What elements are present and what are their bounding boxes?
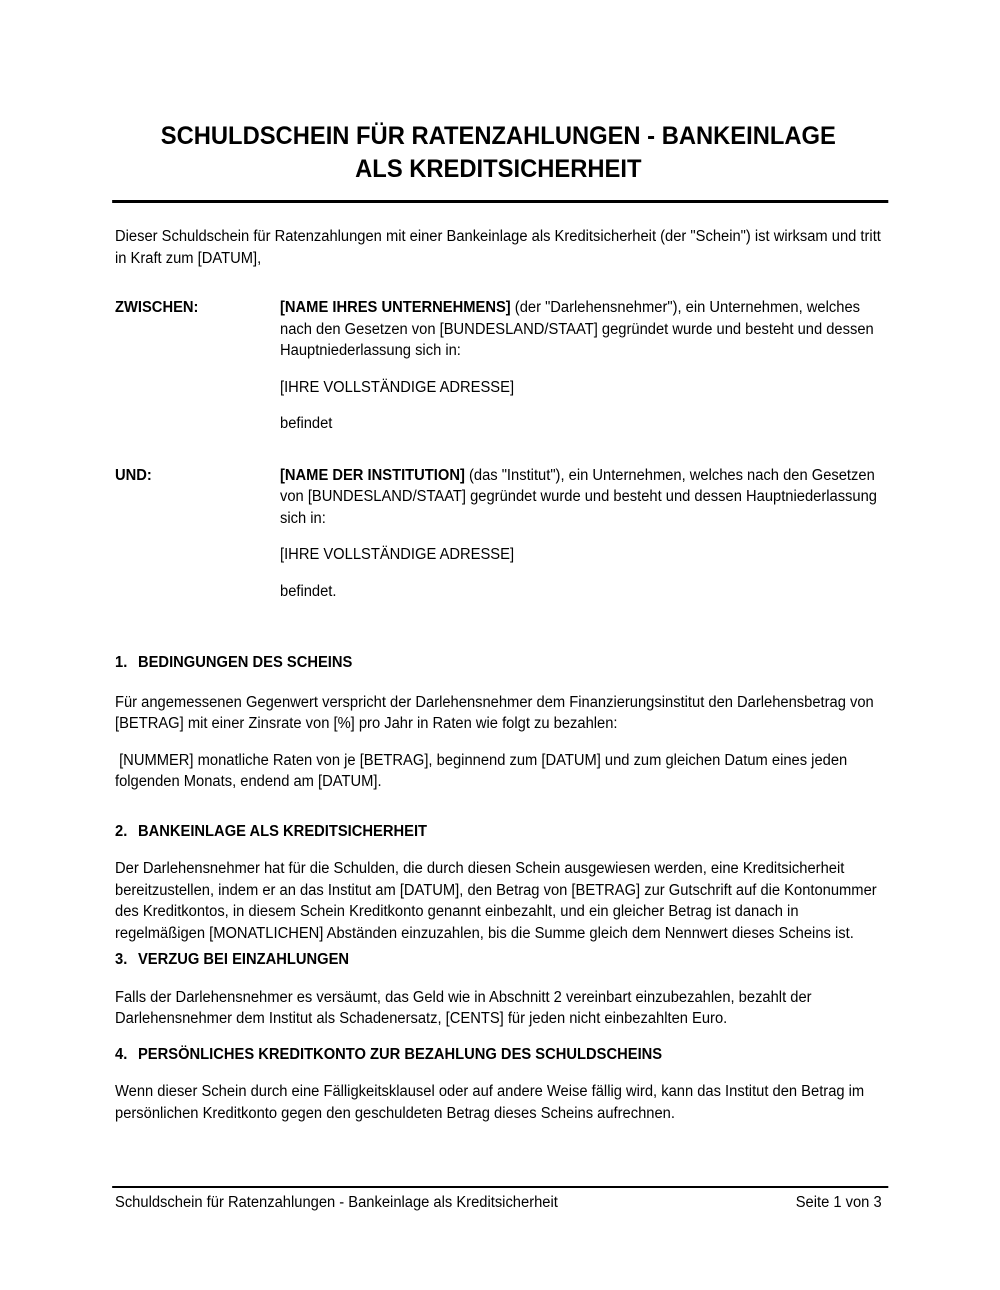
section-heading-text: BEDINGUNGEN DES SCHEINS [137, 654, 353, 671]
page-title-line-2: ALS KREDITSICHERHEIT [355, 155, 642, 183]
party-label: ZWISCHEN: [115, 299, 199, 316]
section-heading-text: VERZUG BEI EINZAHLUNGEN [137, 951, 350, 968]
section-number: 3. [115, 951, 128, 968]
section-number: 4. [115, 1045, 128, 1063]
section-heading-1 [115, 652, 882, 674]
party-description [280, 465, 882, 530]
section-heading-4 [115, 1044, 882, 1066]
party-suffix: befindet [280, 415, 333, 432]
party-suffix: befindet. [280, 582, 337, 600]
page-title-line-1: SCHULDSCHEIN FÜR RATENZAHLUNGEN - BANKEINLAGE [160, 122, 836, 150]
party-description-rest: (das "Institut"), ein Unternehmen, welches nach den Gesetzen von [BUNDESLAND/STAAT] gegründet wurde und besteht und dessen Hauptniederlassung sich in: [280, 466, 877, 527]
section-paragraph: Für angemessenen Gegenwert verspricht der Darlehensnehmer dem Finanzierungsinstitut den Darlehensbetrag von [BETRAG] mit einer Zinsrate von [%] pro Jahr in Raten wie folgt zu bezahlen: [115, 693, 874, 732]
party-name: [NAME IHRES UNTERNEHMENS] [280, 299, 511, 316]
section-paragraph: [NUMMER] monatliche Raten von je [BETRAG], beginnend zum [DATUM] und zum gleichen Datum eines jeden folgenden Monats, endend am [DATUM]. [115, 751, 848, 790]
party-body [280, 297, 882, 435]
section-heading-text: PERSÖNLICHES KREDITKONTO ZUR BEZAHLUNG DES SCHULDSCHEINS [137, 1045, 663, 1063]
title-divider-rule [112, 200, 888, 203]
party-block-zwischen [115, 297, 882, 435]
party-block-und [115, 465, 882, 603]
party-description-rest: (der "Darlehensnehmer"), ein Unternehmen, welches nach den Gesetzen von [BUNDESLAND/STAAT] gegründet wurde und besteht und dessen Hauptniederlassung sich in: [280, 299, 874, 359]
page-title [115, 120, 882, 186]
section-paragraph: Wenn dieser Schein durch eine Fälligkeitsklausel oder auf andere Weise fällig wird, kann das Institut den Betrag im persönlichen Kreditkonto gegen den geschuldeten Betrag dieses Scheins aufrechnen. [115, 1083, 865, 1122]
party-body [280, 465, 882, 603]
party-description [280, 297, 882, 362]
footer-divider-rule [112, 1186, 888, 1188]
section-number: 1. [115, 654, 128, 671]
footer-page-number: Seite 1 von 3 [795, 1194, 882, 1211]
section-heading-text: BANKEINLAGE ALS KREDITSICHERHEIT [137, 822, 428, 840]
section-paragraph: Der Darlehensnehmer hat für die Schulden, die durch diesen Schein ausgewiesen werden, eine Kreditsicherheit bereitzustellen, indem er an das Institut am [DATUM], den Betrag von [BETRAG] zur Gutschrift auf die Kontonummer des Kreditkontos, in diesem Schein Kreditkonto genannt einbezahlt, und ein gleicher Betrag ist danach in regelmäßigen [MONATLICHEN] Abständen einzuzahlen, bis die Summe gleich dem Nennwert dieses Scheins ist. [115, 860, 877, 942]
footer-document-title: Schuldschein für Ratenzahlungen - Bankeinlage als Kreditsicherheit [115, 1194, 558, 1211]
party-address: [IHRE VOLLSTÄNDIGE ADRESSE] [280, 378, 515, 396]
page-footer [115, 1192, 882, 1214]
intro-paragraph: Dieser Schuldschein für Ratenzahlungen mit einer Bankeinlage als Kreditsicherheit (der "Schein") ist wirksam und tritt in Kraft zum [DATUM], [115, 228, 881, 267]
section-number: 2. [115, 822, 128, 840]
party-address: [IHRE VOLLSTÄNDIGE ADRESSE] [280, 546, 515, 563]
section-heading-3 [115, 949, 882, 971]
party-name: [NAME DER INSTITUTION] [280, 466, 465, 484]
section-paragraph: Falls der Darlehensnehmer es versäumt, das Geld wie in Abschnitt 2 vereinbart einzubezahlen, bezahlt der Darlehensnehmer dem Institut als Schadenersatz, [CENTS] für jeden nicht einbezahlten Euro. [115, 988, 812, 1027]
section-heading-2 [115, 821, 882, 843]
page-content [115, 120, 882, 1214]
party-label: UND: [115, 466, 152, 484]
